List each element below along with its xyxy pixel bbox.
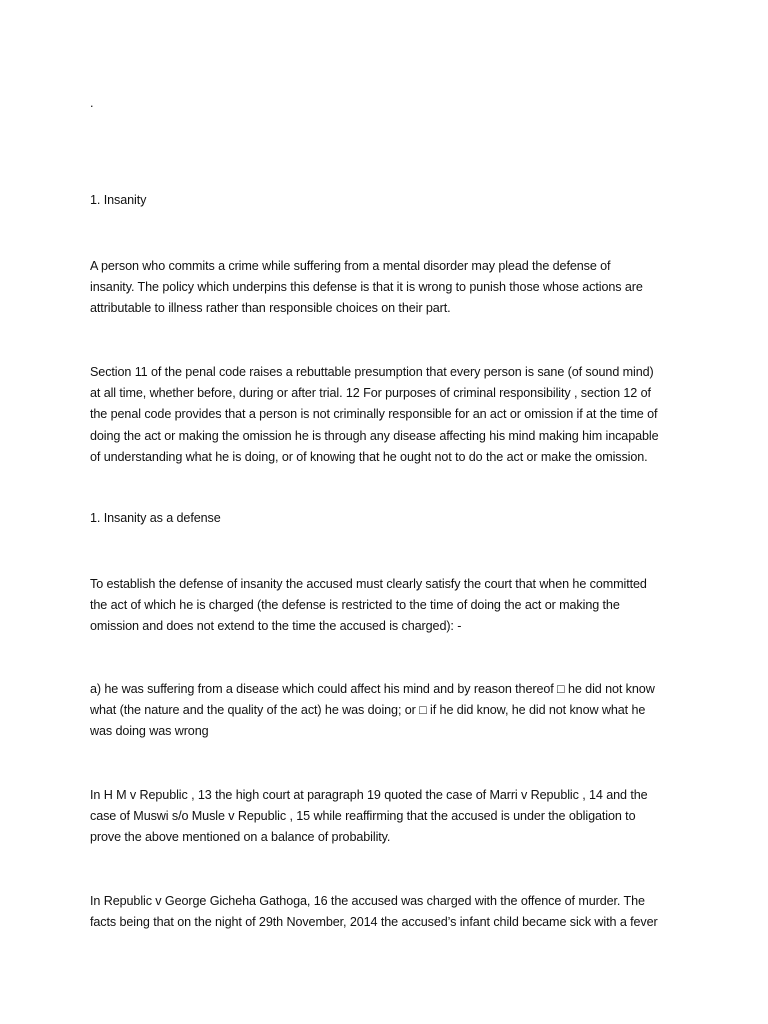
text-line: A person who commits a crime while suffering from a mental disorder may plead the defense of bbox=[90, 259, 611, 273]
text-line: the act of which he is charged (the defense is restricted to the time of doing the act or making the bbox=[90, 598, 620, 613]
text-line: the penal code provides that a person is not criminally responsible for an act or omission if at the time of bbox=[90, 407, 658, 422]
text-line: what (the nature and the quality of the act) he was doing; or □ if he did know, he did not know what he bbox=[90, 703, 646, 718]
text-line: 1. Insanity bbox=[90, 193, 147, 207]
text-line: a) he was suffering from a disease which could affect his mind and by reason thereof □ he did not know bbox=[90, 682, 655, 696]
text-line: doing the act or making the omission he is through any disease affecting his mind making him incapable bbox=[90, 428, 659, 443]
text-line: prove the above mentioned on a balance of probability. bbox=[90, 830, 391, 845]
text-line: 1. Insanity as a defense bbox=[90, 511, 221, 525]
text-line: To establish the defense of insanity the accused must clearly satisfy the court that when he committed bbox=[90, 577, 647, 591]
text-line: In Republic v George Gicheha Gathoga, 16 the accused was charged with the offence of murder. The bbox=[90, 894, 645, 908]
text-line: attributable to illness rather than responsible choices on their part. bbox=[90, 301, 451, 316]
paragraph-conditions bbox=[90, 679, 690, 743]
text-line: insanity. The policy which underpins this defense is that it is wrong to punish those whose actions are bbox=[90, 280, 643, 295]
text-line: case of Muswi s/o Musle v Republic , 15 while reaffirming that the accused is under the obligation to bbox=[90, 809, 636, 824]
text-line: of understanding what he is doing, or of knowing that he ought not to do the act or make the omission. bbox=[90, 449, 648, 464]
paragraph-hm-v-republic bbox=[90, 785, 690, 849]
text-line: at all time, whether before, during or after trial. 12 For purposes of criminal responsibility , section 12 of bbox=[90, 386, 651, 401]
text-line: facts being that on the night of 29th November, 2014 the accused’s infant child became sick with a fever bbox=[90, 915, 658, 930]
heading-insanity bbox=[90, 190, 690, 211]
stray-mark: . bbox=[90, 96, 94, 110]
paragraph-penal-code bbox=[90, 362, 690, 468]
text-line: omission and does not extend to the time the accused is charged): - bbox=[90, 619, 462, 634]
heading-insanity-as-defense bbox=[90, 508, 690, 529]
text-line: was doing was wrong bbox=[90, 724, 209, 739]
text-line: In H M v Republic , 13 the high court at paragraph 19 quoted the case of Marri v Republic , 14 and the bbox=[90, 788, 648, 802]
text-line: Section 11 of the penal code raises a rebuttable presumption that every person is sane (of sound mind) bbox=[90, 365, 654, 379]
paragraph-republic-v-gathoga bbox=[90, 891, 690, 933]
paragraph-insanity-definition bbox=[90, 256, 690, 320]
paragraph-establish-defense bbox=[90, 574, 690, 638]
